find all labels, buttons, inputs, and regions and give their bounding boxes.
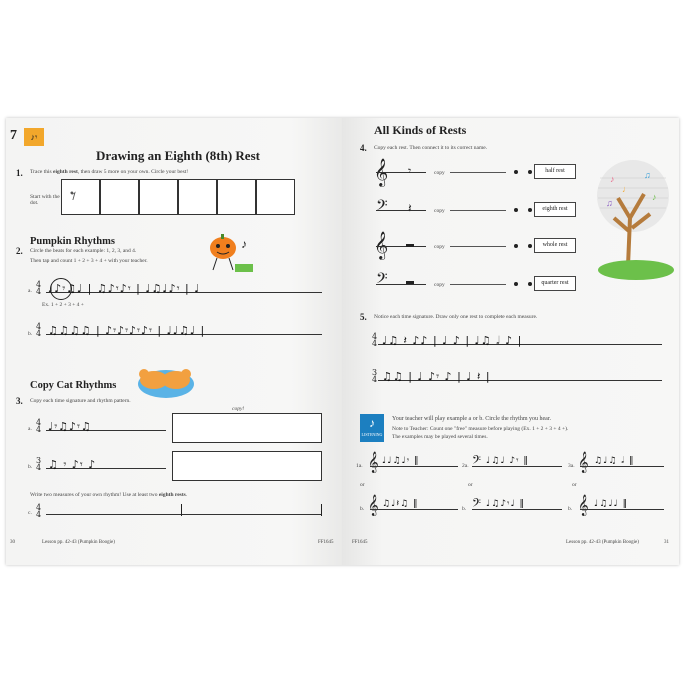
time-signature-2a: 4 4 <box>36 280 42 296</box>
label-quarter-rest[interactable]: quarter rest <box>534 276 576 291</box>
ex4-instruction: Copy each rest. Then connect it to its correct name. <box>374 145 488 151</box>
svg-text:♪: ♪ <box>652 192 657 202</box>
ex3-bullet <box>30 492 187 498</box>
ex5-instruction: Notice each time signature. Draw only one rest to complete each measure. <box>374 314 538 320</box>
section3-title: Copy Cat Rhythms <box>30 380 117 391</box>
rhythm-1a: ♩♩♫♩𝄾 ‖ <box>382 456 420 466</box>
treble-clef-icon: 𝄞 <box>578 495 589 516</box>
connect-dot[interactable] <box>528 170 532 174</box>
bass-clef-icon: 𝄢 <box>472 497 482 513</box>
time-signature-5b: 3 4 <box>372 368 378 384</box>
rhythm-3b: ♫ 𝄾 ♪𝄾 ♪ <box>48 458 97 471</box>
ex3-instruction: Copy each time signature and rhythm pattern. <box>30 398 131 404</box>
bass-clef-icon: 𝄢 <box>376 197 388 218</box>
ex3-number: 3. <box>16 396 23 406</box>
svg-text:♫: ♫ <box>644 170 651 180</box>
ex3-bullet-b: eighth rests <box>158 492 186 498</box>
connect-dot[interactable] <box>514 282 518 286</box>
svg-text:♫: ♫ <box>606 198 613 208</box>
ex2-number: 2. <box>16 246 23 256</box>
ex3-bullet-a: Write two measures of your own rhythm! Use at least two <box>30 492 159 498</box>
ex3-bullet-c: . <box>185 492 188 498</box>
footer-code-right: FF1645 <box>352 540 368 545</box>
page-number-left: 30 <box>10 540 15 545</box>
right-page <box>342 118 679 565</box>
ex1-text-b: eighth rest <box>53 169 78 175</box>
rhythm-3a: ♩𝄾♫♪𝄾♫ <box>48 420 92 433</box>
treble-clef-icon: 𝄞 <box>578 452 589 473</box>
rhythm-2a-listen: ♩♫♩ ♪𝄾 ‖ <box>486 456 529 466</box>
svg-text:♩: ♩ <box>622 184 631 194</box>
connect-dot[interactable] <box>514 208 518 212</box>
copy-box-3a[interactable] <box>172 413 322 443</box>
bass-clef-icon: 𝄢 <box>376 270 388 291</box>
listen-label-2a: 2a. <box>462 463 469 469</box>
copy-label: copy! <box>232 406 245 412</box>
or-3: or <box>572 482 577 488</box>
footer-text-right: Lesson pp. 42-43 (Pumpkin Boogie) <box>566 540 639 545</box>
rhythm-5b: ♫♫ | ♩ ♪𝄾 ♪ | ♩ 𝄽 | <box>382 370 491 383</box>
page-number-right: 31 <box>664 540 669 545</box>
treble-clef-icon: 𝄞 <box>374 158 389 186</box>
rhythm-2a: ♩♪𝄾♫♩ | ♫♪𝄾♪𝄾 | ♩♫♩♪𝄾 | ♩ <box>48 282 201 295</box>
svg-text:♪: ♪ <box>610 174 615 184</box>
staff-4d <box>376 284 426 287</box>
eighth-rest-icon: 𝄾 <box>408 164 412 178</box>
barline <box>181 504 182 516</box>
rhythm-5a: ♩♫ 𝄽 ♪♪ | ♩ ♪ | ♩♫ 𝅗𝅥 ♪ | <box>382 334 523 347</box>
bass-clef-icon: 𝄢 <box>472 454 482 470</box>
unit-badge <box>10 126 20 144</box>
connect-dot[interactable] <box>528 244 532 248</box>
staff-4b <box>376 210 426 213</box>
staff-4c <box>376 246 426 249</box>
listen-label-1b: b. <box>360 506 365 512</box>
row3c-label: c. <box>28 510 32 516</box>
staff-3b[interactable] <box>580 509 664 512</box>
listen-label-3b: b. <box>568 506 573 512</box>
copy-line[interactable] <box>450 284 506 285</box>
row2a-label: a. <box>28 288 32 294</box>
staff-line-3c[interactable] <box>46 514 322 517</box>
connect-dot[interactable] <box>528 208 532 212</box>
staff-4a <box>376 172 426 175</box>
draw-box[interactable] <box>139 179 178 215</box>
time-signature-2b: 4 4 <box>36 322 42 338</box>
quarter-rest-icon: 𝄽 <box>408 201 412 215</box>
left-page <box>6 118 342 565</box>
draw-box[interactable] <box>217 179 256 215</box>
copy-line[interactable] <box>450 210 506 211</box>
treble-clef-icon: 𝄞 <box>368 495 379 516</box>
draw-box[interactable] <box>178 179 217 215</box>
rhythm-2b: ♫♫♫♫ | ♪𝄾♪𝄾♪𝄾♪𝄾 | ♩♩♫♩ | <box>48 324 206 337</box>
draw-box[interactable] <box>100 179 139 215</box>
listen-label-2b: b. <box>462 506 467 512</box>
cats-illustration <box>132 362 196 400</box>
time-signature-3a: 4 4 <box>36 418 42 434</box>
row3b-label: b. <box>28 464 33 470</box>
ex2-bullet2: Then tap and count 1 + 2 + 3 + 4 + with your teacher. <box>30 258 148 264</box>
unit-icon: ♪𝄾 <box>24 128 44 146</box>
copy-word-4c: copy <box>434 244 445 250</box>
footer-text-left: Lesson pp. 42-43 (Pumpkin Boogie) <box>42 540 115 545</box>
pumpkin-illustration <box>201 230 261 278</box>
beat-circle[interactable] <box>50 278 72 300</box>
rhythm-3a-listen: ♫♩♫ 𝅗𝅥 ‖ <box>594 456 635 466</box>
staff-2b[interactable] <box>472 509 562 512</box>
listen-line3: The examples may be played several times. <box>392 434 488 440</box>
rest-practice-boxes <box>61 179 295 215</box>
count-row: Ex. 1 + 2 + 3 + 4 + <box>42 302 84 308</box>
trace-box[interactable] <box>61 179 100 215</box>
staff-2a[interactable] <box>472 466 562 469</box>
page-title-right: All Kinds of Rests <box>374 123 467 137</box>
ex1-text-c: , then draw 5 more on your own. Circle your best! <box>77 169 189 175</box>
tree-illustration <box>592 148 674 280</box>
connect-dot[interactable] <box>514 170 518 174</box>
staff-1a[interactable] <box>370 466 458 469</box>
footer-code-left: FF1645 <box>318 540 334 545</box>
listen-label-3a: 3a. <box>568 463 575 469</box>
ex2-bullet1: Circle the beats for each example: 1, 2, 3, and 4. <box>30 248 137 254</box>
ex5-number: 5. <box>360 312 367 322</box>
listen-line1: Your teacher will play example a or b. Circle the rhythm you hear. <box>392 416 552 422</box>
ear-icon: ♪ <box>369 416 375 430</box>
copy-line[interactable] <box>450 172 506 173</box>
rhythm-3b-listen: ♩♫♩♩ ‖ <box>594 499 629 509</box>
listen-label-1a: 1a. <box>356 463 363 469</box>
label-whole-rest[interactable]: whole rest <box>534 238 576 253</box>
rhythm-1b: ♫♩𝄽♫ ‖ <box>382 499 419 509</box>
ex1-number: 1. <box>16 168 23 178</box>
page-title: Drawing an Eighth (8th) Rest <box>96 148 260 163</box>
connect-dot[interactable] <box>514 244 518 248</box>
section2-title: Pumpkin Rhythms <box>30 236 115 247</box>
rhythm-2b-listen: ♩♫♪𝄾♩ ‖ <box>486 499 526 509</box>
half-rest-icon <box>406 281 414 284</box>
workbook-spread <box>6 118 679 565</box>
listen-line2: Note to Teacher: Count one "free" measure before playing (Ex. 1 + 2 + 3 + 4 +). <box>392 426 569 432</box>
start-label: Start with the dot. <box>30 194 60 206</box>
copy-word-4b: copy <box>434 208 445 214</box>
time-signature-5a: 4 4 <box>372 332 378 348</box>
staff-3a[interactable] <box>580 466 664 469</box>
ex4-number: 4. <box>360 143 367 153</box>
copy-word-4a: copy <box>434 170 445 176</box>
time-signature-3c: 4 4 <box>36 503 42 519</box>
row3a-label: a. <box>28 426 32 432</box>
listening-label: LISTENING <box>361 432 383 437</box>
or-2: or <box>468 482 473 488</box>
ex1-instruction <box>30 169 188 175</box>
label-eighth-rest[interactable]: eighth rest <box>534 202 576 217</box>
whole-rest-icon <box>406 244 414 247</box>
connect-dot[interactable] <box>528 282 532 286</box>
draw-box[interactable] <box>256 179 295 215</box>
staff-1b[interactable] <box>370 509 458 512</box>
treble-clef-icon: 𝄞 <box>368 452 379 473</box>
copy-line[interactable] <box>450 246 506 247</box>
or-1: or <box>360 482 365 488</box>
unit-number: 7 <box>10 128 17 143</box>
treble-clef-icon: 𝄞 <box>374 231 389 259</box>
listening-icon <box>360 414 384 442</box>
row2b-label: b. <box>28 331 33 337</box>
time-signature-3b: 3 4 <box>36 456 42 472</box>
label-half-rest[interactable]: half rest <box>534 164 576 179</box>
eighth-rest-icon: 𝄾 <box>70 182 77 210</box>
barline <box>321 504 322 516</box>
copy-word-4d: copy <box>434 282 445 288</box>
svg-text:♪: ♪ <box>241 237 247 251</box>
ex1-text-a: Trace this <box>30 169 54 175</box>
copy-box-3b[interactable] <box>172 451 322 481</box>
